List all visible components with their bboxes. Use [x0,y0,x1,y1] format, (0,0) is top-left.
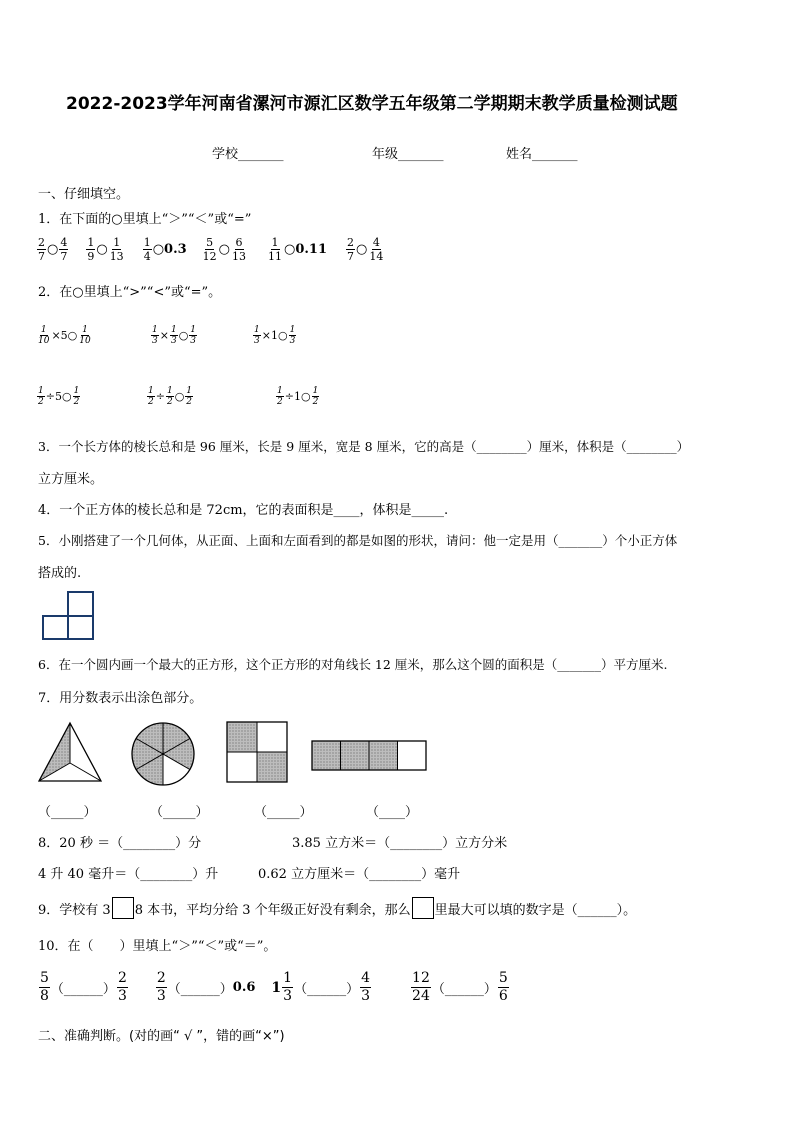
question-1-text: 1．在下面的○里填上“＞”“＜”或“=” [38,212,252,227]
fraction: $\frac{1}{13}$ [109,236,124,263]
q1-item-3 [142,236,187,263]
question-8-a: 8．20 秒 ＝（________）分 [38,836,202,851]
q1-item-6 [345,236,385,263]
question-8-b: 3.85 立方米＝（________）立方分米 [292,836,508,851]
fraction: $\frac{2}{3}$ [156,970,166,1004]
operator: ÷ [155,390,165,403]
digit-box [412,897,434,919]
compare-circle: ○ [218,242,230,257]
compare-circle: ○ [174,390,185,403]
q7-answer-3: （_____） [254,805,313,820]
fraction: $\frac{1}{4}$ [143,236,151,263]
fraction: $\frac{1}{9}$ [87,236,95,263]
name-field: 姓名_______ [506,147,578,162]
operator: ×1○ [261,329,288,342]
fraction: $\frac{1}{3}$ [170,325,177,346]
q7-answer-1: （_____） [38,805,97,820]
q2-row1-item-2 [150,325,198,346]
section-2-heading: 二、准确判断。(对的画“ √ ”，错的画“×”) [38,1029,285,1044]
fraction: $\frac{1}{2}$ [186,386,193,407]
fraction: $\frac{1}{2}$ [166,386,173,407]
fraction: $\frac{1}{3}$ [289,325,296,346]
question-5-line-2: 搭成的. [38,566,82,581]
fraction: $\frac{1}{3}$ [152,325,158,346]
answer-blank: （______） [50,982,116,997]
operator: ×5○ [51,329,78,342]
shaded-bar-figure [311,740,428,772]
decimal-value: 0.11 [295,242,328,257]
q9-text-1: 9．学校有 3 [38,902,111,918]
question-8-c: 4 升 40 毫升＝（________）升 [38,867,219,882]
operator: ÷1○ [284,390,311,403]
compare-circle: ○ [47,242,59,257]
question-1-items [36,236,385,263]
fraction: $\frac{1}{2}$ [277,386,283,407]
fraction: $\frac{12}{24}$ [412,970,430,1004]
fraction: $\frac{6}{13}$ [232,236,246,263]
question-4: 4．一个正方体的棱长总和是 72cm，它的表面积是____，体积是_____. [38,503,449,518]
shaded-square-figure [226,721,288,783]
question-10-items [38,970,510,1005]
fraction: $\frac{1}{11}$ [268,236,282,263]
question-3-line-2: 立方厘米。 [38,472,104,487]
decimal-value: 0.6 [232,980,256,995]
question-6: 6．在一个圆内画一个最大的正方形，这个正方形的对角线长 12 厘米，那么这个圆的面积是（_______）平方厘米. [38,657,668,672]
q2-row2-item-3 [275,386,320,407]
fraction: $\frac{4}{3}$ [361,970,371,1004]
decimal-value: 0.3 [164,242,187,257]
compare-circle: ○ [356,242,368,257]
fraction: $\frac{1}{3}$ [283,970,293,1004]
fraction: $\frac{4}{14}$ [369,236,384,263]
q2-row1-item-1 [36,325,93,346]
fraction: $\frac{5}{8}$ [40,970,49,1004]
compare-circle: ○ [96,242,108,257]
q1-item-4 [201,236,248,263]
answer-blank: （______） [431,982,497,997]
q7-answer-2: （_____） [150,805,209,820]
whole-number: 1 [271,979,282,996]
school-field: 学校_______ [212,147,284,162]
fraction: $\frac{2}{3}$ [117,970,127,1004]
operator: × [159,329,169,342]
shaded-circle-figure [130,721,196,787]
question-9 [38,897,636,919]
question-5-line-1: 5．小刚搭建了一个几何体，从正面、上面和左面看到的都是如图的形状，请问：他一定是用（_______）个小正方体 [38,533,678,548]
grade-field: 年级_______ [372,147,444,162]
question-7-text: 7．用分数表示出涂色部分。 [38,691,203,706]
fraction: $\frac{1}{10}$ [38,325,50,346]
q2-row2-item-1 [36,386,81,407]
q9-text-3: 里最大可以填的数字是（______）。 [434,902,637,918]
answer-blank: （______） [294,982,360,997]
question-8-d: 0.62 立方厘米＝（________）毫升 [258,867,461,882]
fraction: $\frac{1}{3}$ [190,325,197,346]
compare-circle: ○ [178,329,189,342]
shaded-triangle-figure [37,721,103,783]
digit-box [112,897,134,919]
page-title: 2022-2023学年河南省漯河市源汇区数学五年级第二学期期末教学质量检测试题 [66,94,678,114]
answer-blank: （______） [167,982,233,997]
fraction: $\frac{5}{6}$ [498,970,508,1004]
question-10-text: 10．在（ ）里填上“＞”“＜”或“＝”。 [38,939,277,954]
q7-answer-4: （____） [366,805,419,820]
question-3-line-1: 3．一个长方体的棱长总和是 96 厘米，长是 9 厘米，宽是 8 厘米，它的高是（________）厘米，体积是（________） [38,439,690,454]
fraction: $\frac{2}{7}$ [347,236,355,263]
question-2-text: 2．在○里填上“>”“<”或“=”。 [38,285,222,300]
fraction: $\frac{1}{2}$ [312,386,319,407]
fraction: $\frac{1}{2}$ [73,386,80,407]
fraction: $\frac{1}{2}$ [148,386,154,407]
fraction: $\frac{2}{7}$ [38,236,45,263]
fraction: $\frac{1}{3}$ [254,325,260,346]
q1-item-1 [36,236,69,263]
compare-circle: ○ [152,242,165,257]
q1-item-2 [85,236,125,263]
fraction: $\frac{4}{7}$ [60,236,68,263]
cube-view-figure [42,591,96,641]
operator: ÷5○ [45,390,72,403]
section-1-heading: 一、仔细填空。 [38,187,130,202]
q1-item-5 [266,236,327,263]
q9-text-2: 8 本书，平均分给 3 个年级正好没有剩余，那么 [134,902,411,918]
fraction: $\frac{5}{12}$ [202,236,217,263]
q2-row2-item-2 [146,386,194,407]
fraction: $\frac{1}{2}$ [38,386,44,407]
q2-row1-item-3 [252,325,297,346]
fraction: $\frac{1}{10}$ [79,325,91,346]
compare-circle: ○ [284,242,296,257]
